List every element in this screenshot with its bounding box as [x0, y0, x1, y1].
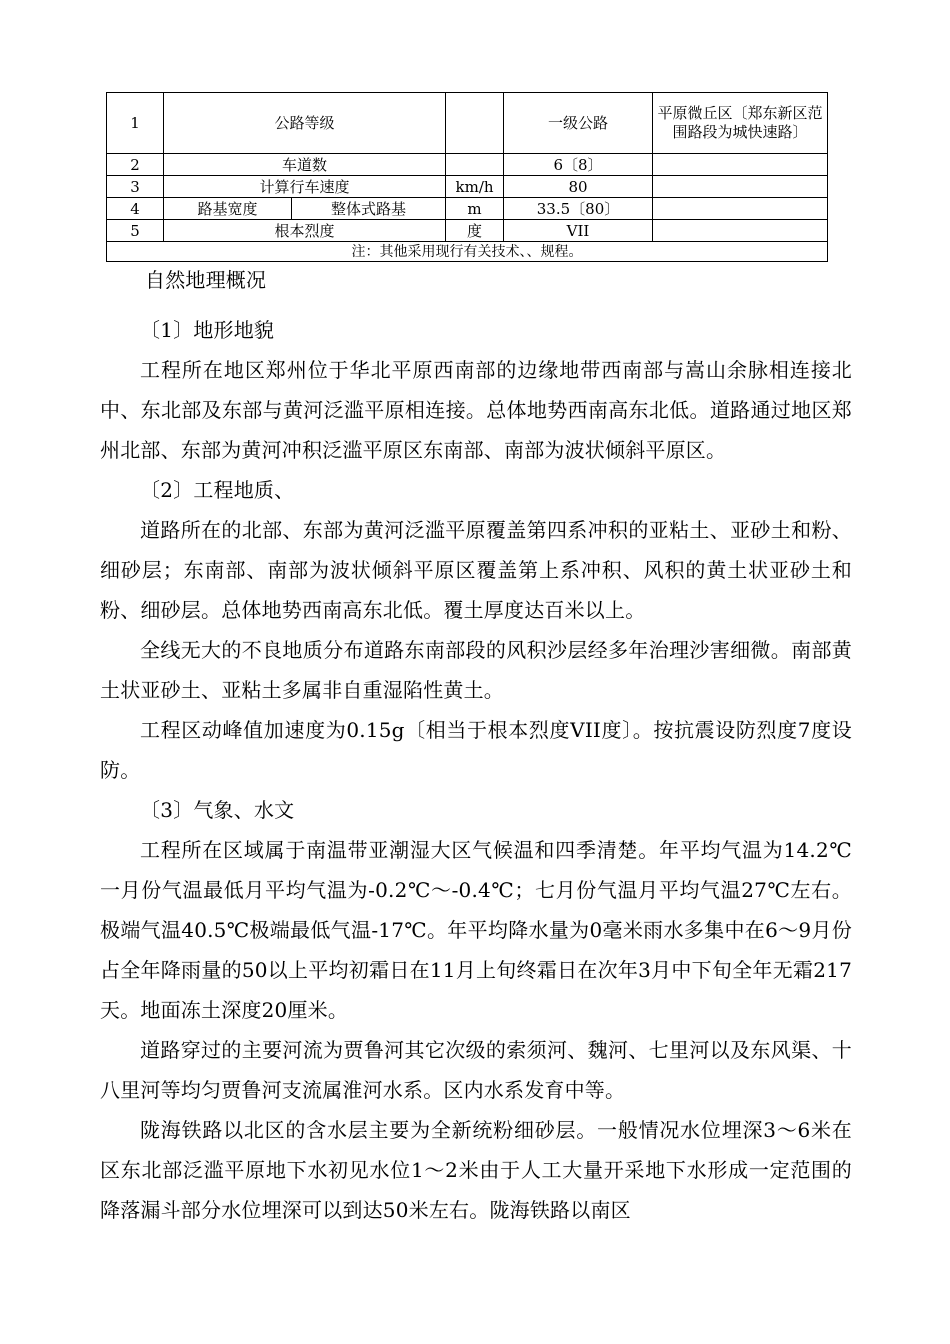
- value-cell: 6〔8〕: [504, 154, 653, 176]
- table-footnote: 注：其他采用现行有关技术、、规程。: [107, 242, 828, 262]
- note-cell: [653, 176, 828, 198]
- note-cell: [653, 220, 828, 242]
- row-number: 5: [107, 220, 164, 242]
- unit-cell: [446, 93, 504, 154]
- document-body: [100, 260, 852, 1230]
- value-cell: 一级公路: [504, 93, 653, 154]
- section-title: 自然地理概况: [145, 268, 267, 292]
- standards-table: [106, 92, 828, 262]
- note-cell: [653, 154, 828, 176]
- note-cell: 平原微丘区〔郑东新区范围路段为城快速路〕: [653, 93, 828, 154]
- value-cell: VII: [504, 220, 653, 242]
- unit-cell: [446, 154, 504, 176]
- paragraph: 道路穿过的主要河流为贾鲁河其它次级的索须河、魏河、七里河以及东风渠、十八里河等均匀贾鲁河支流属淮河水系。区内水系发育中等。: [100, 1038, 852, 1102]
- table-row: [107, 176, 828, 198]
- unit-cell: 度: [446, 220, 504, 242]
- item-name: 公路等级: [164, 93, 446, 154]
- paragraph: 陇海铁路以北区的含水层主要为全新统粉细砂层。一般情况水位埋深3～6米在区东北部泛滥平原地下水初见水位1～2米由于人工大量开采地下水形成一定范围的降落漏斗部分水位埋深可以到达50米左右。陇海铁路以南区: [100, 1118, 852, 1222]
- unit-cell: m: [446, 198, 504, 220]
- note-cell: [653, 198, 828, 220]
- table-row: [107, 154, 828, 176]
- unit-cell: km/h: [446, 176, 504, 198]
- table-footnote-row: [107, 242, 828, 262]
- table-row: [107, 93, 828, 154]
- paragraph: 工程所在地区郑州位于华北平原西南部的边缘地带西南部与嵩山余脉相连接北中、东北部及东部与黄河泛滥平原相连接。总体地势西南高东北低。道路通过地区郑州北部、东部为黄河冲积泛滥平原区东南部、南部为波状倾斜平原区。: [100, 358, 852, 462]
- paragraph: 工程所在区域属于南温带亚潮湿大区气候温和四季清楚。年平均气温为14.2℃一月份气温最低月平均气温为-0.2℃～-0.4℃；七月份气温月平均气温27℃左右。极端气温40.5℃极端最低气温-17℃。年平均降水量为0毫米雨水多集中在6～9月份占全年降雨量的50以上平均初霜日在11月上旬终霜日在次年3月中下旬全年无霜217天。地面冻土深度20厘米。: [100, 838, 852, 1022]
- table-row: [107, 198, 828, 220]
- item-name: 路基宽度: [164, 198, 292, 220]
- row-number: 2: [107, 154, 164, 176]
- row-number: 3: [107, 176, 164, 198]
- heading-climate: 〔3〕气象、水文: [140, 798, 295, 822]
- item-name: 车道数: [164, 154, 446, 176]
- paragraph: 工程区动峰值加速度为0.15g〔相当于根本烈度VII度〕。按抗震设防烈度7度设防。: [100, 718, 852, 782]
- value-cell: 33.5〔80〕: [504, 198, 653, 220]
- row-number: 4: [107, 198, 164, 220]
- paragraph: 道路所在的北部、东部为黄河泛滥平原覆盖第四系冲积的亚粘土、亚砂土和粉、细砂层；东南部、南部为波状倾斜平原区覆盖第上系冲积、风积的黄土状亚砂土和粉、细砂层。总体地势西南高东北低。覆土厚度达百米以上。: [100, 518, 852, 622]
- heading-terrain: 〔1〕地形地貌: [140, 318, 275, 342]
- table-row: [107, 220, 828, 242]
- paragraph: 全线无大的不良地质分布道路东南部段的风积沙层经多年治理沙害细微。南部黄土状亚砂土、亚粘土多属非自重湿陷性黄土。: [100, 638, 852, 702]
- item-subname: 整体式路基: [292, 198, 446, 220]
- value-cell: 80: [504, 176, 653, 198]
- heading-geology: 〔2〕工程地质、: [140, 478, 295, 502]
- item-name: 根本烈度: [164, 220, 446, 242]
- row-number: 1: [107, 93, 164, 154]
- item-name: 计算行车速度: [164, 176, 446, 198]
